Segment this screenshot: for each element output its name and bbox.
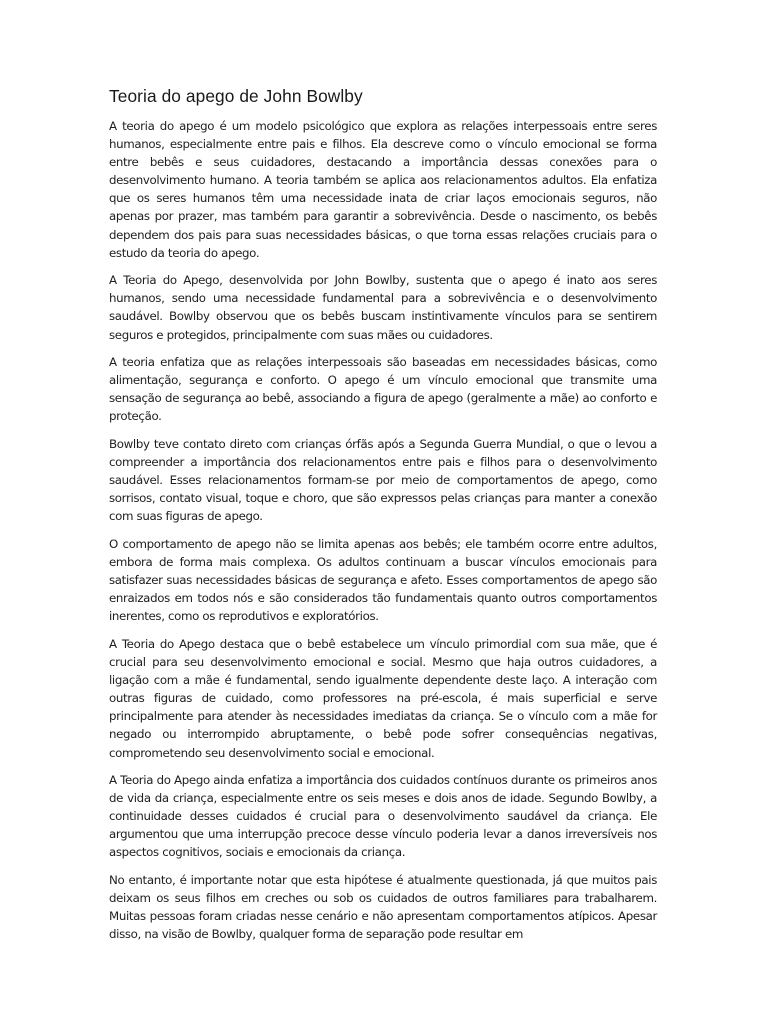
paragraph-5: O comportamento de apego não se limita apenas aos bebês; ele também ocorre entre adultos, embora de forma mais complexa. Os adultos continuam a buscar vínculos emocionais para satisfazer suas necessidades básicas de segurança e afeto. Esses comportamentos de apego são enraizados em todos nós e são considerados tão fundamentais quanto outros comportamentos inerentes, como os reprodutivos e exploratórios. <box>109 536 657 624</box>
paragraph-4: Bowlby teve contato direto com crianças órfãs após a Segunda Guerra Mundial, o que o levou a compreender a importância dos relacionamentos entre pais e filhos para o desenvolvimento saudável. Esses relacionamentos formam-se por meio de comportamentos de apego, como sorrisos, contato visual, toque e choro, que são expressos pelas crianças para manter a conexão com suas figuras de apego. <box>109 437 657 524</box>
paragraph-2: A Teoria do Apego, desenvolvida por John Bowlby, sustenta que o apego é inato aos seres humanos, sendo uma necessidade fundamental para a sobrevivência e o desenvolvimento saudável. Bowlby observou que os bebês buscam instintivamente vínculos para se sentirem seguros e protegidos, principalmente com suas mães ou cuidadores. <box>109 273 657 342</box>
paragraph-3: A teoria enfatiza que as relações interpessoais são baseadas em necessidades básicas, como alimentação, segurança e conforto. O apego é um vínculo emocional que transmite uma sensação de segurança ao bebê, associando a figura de apego (geralmente a mãe) ao conforto e proteção. <box>109 355 657 424</box>
paragraph-6: A Teoria do Apego destaca que o bebê estabelece um vínculo primordial com sua mãe, que é crucial para seu desenvolvimento emocional e social. Mesmo que haja outros cuidadores, a ligação com a mãe é fundamental, sendo igualmente dependente deste laço. A interação com outras figuras de cuidado, como professores na pré-escola, é mais superficial e serve principalmente para atender às necessidades imediatas da criança. Se o vínculo com a mãe for negado ou interrompido abruptamente, o bebê pode sofrer consequências negativas, comprometendo seu desenvolvimento social e emocional. <box>109 636 657 760</box>
paragraph-8: No entanto, é importante notar que esta hipótese é atualmente questionada, já que muitos pais deixam os seus filhos em creches ou sob os cuidados de outros familiares para trabalharem. Muitas pessoas foram criadas nesse cenário e não apresentam comportamentos atípicos. Apesar disso, na visão de Bowlby, qualquer forma de separação pode resultar em <box>109 873 657 942</box>
document-title: Teoria do apego de John Bowlby <box>109 86 363 106</box>
paragraph-1: A teoria do apego é um modelo psicológico que explora as relações interpessoais entre seres humanos, especialmente entre pais e filhos. Ela descreve como o vínculo emocional se forma entre bebês e seus cuidadores, destacando a importância dessas conexões para o desenvolvimento humano. A teoria também se aplica aos relacionamentos adultos. Ela enfatiza que os seres humanos têm uma necessidade inata de criar laços emocionais seguros, não apenas por prazer, mas também para garantir a sobrevivência. Desde o nascimento, os bebês dependem dos pais para suas necessidades básicas, o que torna essas relações cruciais para o estudo da teoria do apego. <box>109 119 657 260</box>
paragraph-7: A Teoria do Apego ainda enfatiza a importância dos cuidados contínuos durante os primeiros anos de vida da criança, especialmente entre os seis meses e dois anos de idade. Segundo Bowlby, a continuidade desses cuidados é crucial para o desenvolvimento saudável da criança. Ele argumentou que uma interrupção precoce desse vínculo poderia levar a danos irreversíveis nos aspectos cognitivos, sociais e emocionais da criança. <box>109 773 657 860</box>
document-page <box>109 84 657 953</box>
